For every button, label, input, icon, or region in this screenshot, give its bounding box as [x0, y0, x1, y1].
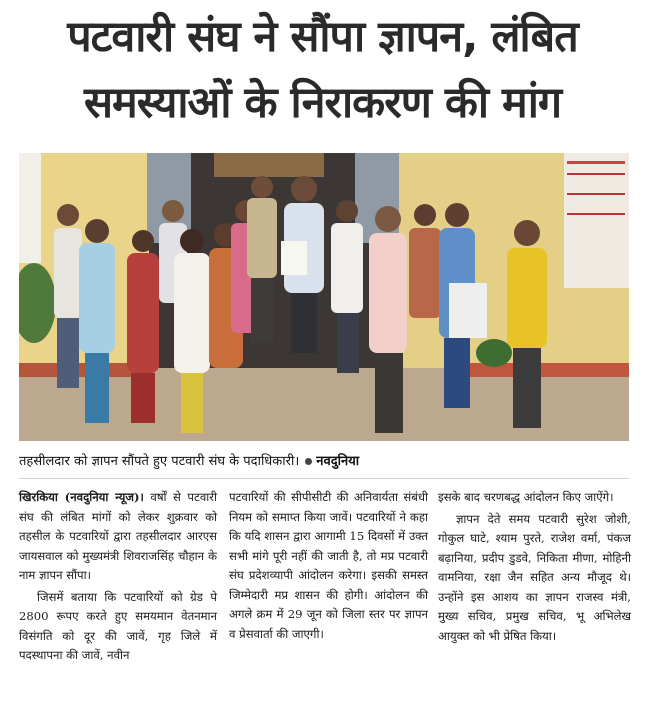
- caption-credit: नवदुनिया: [316, 454, 360, 469]
- article-paragraph: पटवारियों की सीपीसीटी की अनिवार्यता संबंधी नियम को समाप्त किया जावें। पटवारियों ने कहा कि यदि शासन द्वारा आगामी 15 दिवसों में उक्त सभी मांगे पूरी नहीं की जाती है, तो मप्र पटवारी संघ प्रदेशव्यापी आंदोलन करेगा। इसकी समस्त जिम्मेदारी मप्र शासन की होगी। आंदोलन की अगले क्रम में 29 जून को जिला स्तर पर ज्ञापन व प्रेसवार्ता की जाएगी।: [229, 490, 428, 641]
- headline-line-2: समस्याओं के निराकरण की मांग: [83, 78, 562, 128]
- news-photo: [19, 153, 629, 441]
- article-paragraph: [19, 488, 217, 586]
- article-column-3: [438, 488, 631, 648]
- article-paragraph: जिसमें बताया कि पटवारियों को ग्रेड पे 2800 रूपए करते हुए समयमान वेतनमान विसंगति को दूर की जावें, गृह जिले में पदस्थापना की जावें, नवीन: [19, 589, 217, 662]
- headline: [0, 4, 645, 136]
- dateline: खिरकिया (नवदुनिया न्यूज)।: [19, 490, 144, 504]
- divider: [19, 478, 629, 479]
- article-paragraph: इसके बाद चरणबद्ध आंदोलन किए जाऐंगे।: [438, 490, 614, 504]
- photo-caption: [19, 451, 629, 469]
- article-column-2: [229, 488, 428, 646]
- bullet-dot-icon: [305, 458, 312, 465]
- headline-line-1: पटवारी संघ ने सौंपा ज्ञापन, लंबित: [67, 12, 578, 62]
- article-paragraph: ज्ञापन देते समय पटवारी सुरेश जोशी, गोकुल घाटे, श्याम पुरते, राजेश वर्मा, पंकज बढ़ानिया, प्रदीप डुडवे, निकिता मीणा, मोहिनी वामनिया, रक्षा जैन सहित अन्य मौजूद थे। उन्होंने इस आशय का ज्ञापन राजस्व मंत्री, मुख्य सचिव, प्रमुख सचिव, भू अभिलेख आयुक्त को भी प्रेषित किया।: [438, 511, 631, 643]
- paragraph-text: वर्षों से पटवारी संघ की लंबित मांगों को लेकर शुक्रवार को तहसील के पटवारियों द्वारा तहसीलदार आरएस जायसवाल को मुख्यमंत्री शिवराजसिंह चौहान के नाम ज्ञापन सौंपा।: [19, 490, 218, 582]
- caption-text: तहसीलदार को ज्ञापन सौंपते हुए पटवारी संघ के पदाधिकारी।: [19, 454, 300, 469]
- article-column-1: [19, 488, 217, 668]
